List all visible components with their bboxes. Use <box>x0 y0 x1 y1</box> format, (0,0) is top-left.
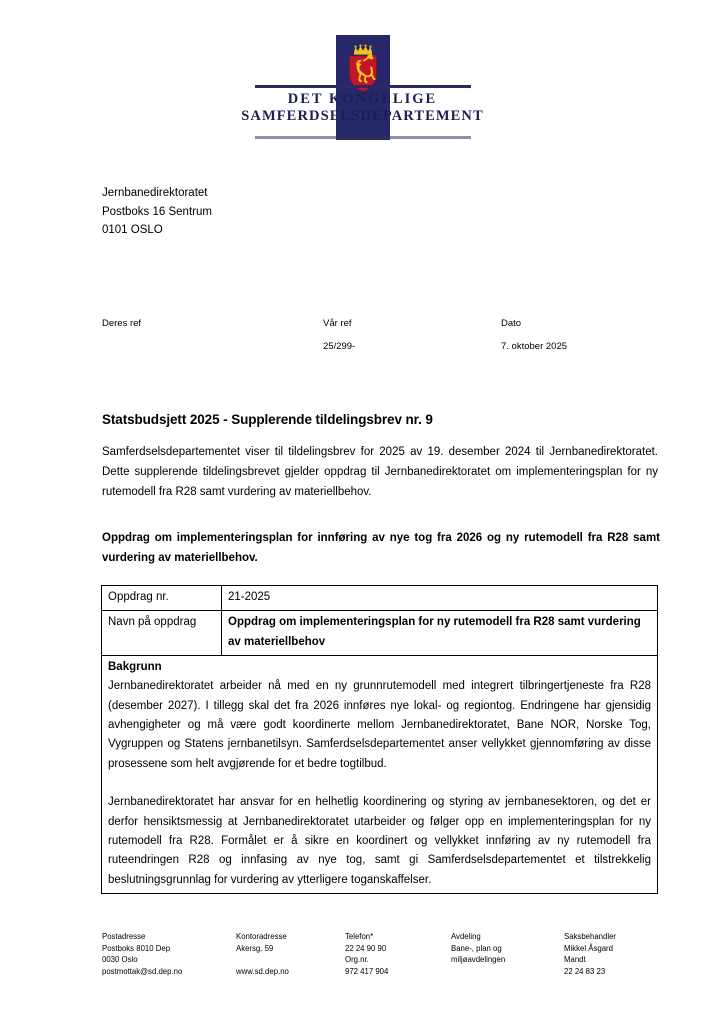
footer-col3-heading: Telefon* <box>345 932 374 941</box>
assignment-subheading: Oppdrag om implementeringsplan for innføring av nye tog fra 2026 og ny rutemodell fra R28 samt vurdering av materiellbehov. <box>102 532 660 564</box>
oppdrag-nr-label: Oppdrag nr. <box>102 586 222 611</box>
intro-paragraph: Samferdselsdepartementet viser til tildelingsbrev for 2025 av 19. desember 2024 til Jernbanedirektoratet. Dette supplerende tildelingsbrevet gjelder oppdrag til Jernbanedirektoratet om implementeringsplan for ny rutemodell fra R28 samt vurdering av materiellbehov. <box>102 446 658 498</box>
recipient-address <box>102 184 212 240</box>
footer-col3-line-2: Org.nr. <box>345 955 369 965</box>
footer-col2-line-3: www.sd.dep.no <box>236 966 289 976</box>
footer-col2-line-1: Akersg. 59 <box>236 943 274 953</box>
bakgrunn-title: Bakgrunn <box>108 661 162 674</box>
department-logo <box>0 22 725 125</box>
footer-col5-line-3: 22 24 83 23 <box>564 966 606 976</box>
footer-col3-line-3: 972 417 904 <box>345 966 389 976</box>
page-title: Statsbudsjett 2025 - Supplerende tildelingsbrev nr. 9 <box>102 412 433 427</box>
footer-telefon-column <box>345 931 445 977</box>
deres-ref-column <box>102 317 141 340</box>
table-row <box>102 656 658 894</box>
table-row <box>102 586 658 611</box>
footer-col2-spacer <box>236 954 341 966</box>
footer-col1-line-2: 0030 Oslo <box>102 955 138 965</box>
footer-col4-heading: Avdeling <box>451 932 481 941</box>
oppdrag-navn-label: Navn på oppdrag <box>102 611 222 656</box>
var-ref-value: 25/299- <box>323 341 356 352</box>
footer-postadresse-column <box>102 931 232 977</box>
recipient-line-1: Jernbanedirektoratet <box>102 187 208 199</box>
oppdrag-nr-value: 21-2025 <box>222 586 658 611</box>
logo-rule-bottom-center <box>336 135 390 140</box>
footer-col1-line-1: Postboks 8010 Dep <box>102 943 171 953</box>
bakgrunn-paragraph-1: Jernbanedirektoratet arbeider nå med en ny grunnrutemodell med integrert tilbringertjeneste fra R28 (desember 2027). I tillegg skal det fra 2026 innføres nye lokal- og regiontog. Endringene har gjensidig avhengigheter og må være godt koordinerte mellom Jernbanedirektoratet, Bane NOR, Norske Tog, Vygruppen og Statens jernbanetilsyn. Samferdselsdepartementet anser vellykket gjennomføring av disse prosessene som helt avgjørende for et bedre togtilbud. <box>108 680 651 770</box>
logo-wordmark <box>233 91 493 125</box>
footer-col4-line-2: miljøavdelingen <box>451 955 506 965</box>
var-ref-column <box>323 317 355 354</box>
bakgrunn-cell <box>102 656 658 894</box>
logo-line-1: DET KONGELIGE <box>287 91 438 107</box>
footer-col5-line-1: Mikkel Åsgard <box>564 943 613 953</box>
footer-avdeling-column <box>451 931 561 966</box>
table-row <box>102 611 658 656</box>
footer-col5-heading: Saksbehandler <box>564 932 617 941</box>
footer-col5-line-2: Mandt <box>564 955 586 965</box>
logo-line-2: SAMFERDSELSDEPARTEMENT <box>241 108 484 125</box>
footer-col1-heading: Postadresse <box>102 932 146 941</box>
footer-col1-line-3: postmottak@sd.dep.no <box>102 966 183 976</box>
footer-col2-heading: Kontoradresse <box>236 932 287 941</box>
logo-rule-top <box>255 85 471 88</box>
footer-kontoradresse-column <box>236 931 341 977</box>
assignment-table <box>101 585 658 894</box>
var-ref-label: Vår ref <box>323 318 352 329</box>
oppdrag-navn-value: Oppdrag om implementeringsplan for ny rutemodell fra R28 samt vurdering av materiellbehov <box>222 611 658 656</box>
dato-label: Dato <box>501 318 522 329</box>
dato-value: 7. oktober 2025 <box>501 341 568 352</box>
footer-col3-line-1: 22 24 90 90 <box>345 943 387 953</box>
footer-col4-line-1: Bane-, plan og <box>451 943 502 953</box>
bakgrunn-paragraph-2: Jernbanedirektoratet har ansvar for en helhetlig koordinering og styring av jernbanesektoren, og det er derfor hensiktsmessig at Jernbanedirektoratet utarbeider og følger opp en implementeringsplan for ny rutemodell fra R28. Formålet er å sikre en koordinert og vellykket innføring av ny rutemodell fra ruteendringen R28 og innfasing av nye tog, samt gi Samferdselsdepartementet et tilstrekkelig beslutningsgrunnlag for vurdering av ytterligere toganskaffelser. <box>108 796 651 886</box>
footer-saksbehandler-column <box>564 931 674 977</box>
deres-ref-label: Deres ref <box>102 318 142 329</box>
recipient-line-2: Postboks 16 Sentrum <box>102 205 212 218</box>
dato-column <box>501 317 567 354</box>
recipient-line-3: 0101 OSLO <box>102 224 163 236</box>
